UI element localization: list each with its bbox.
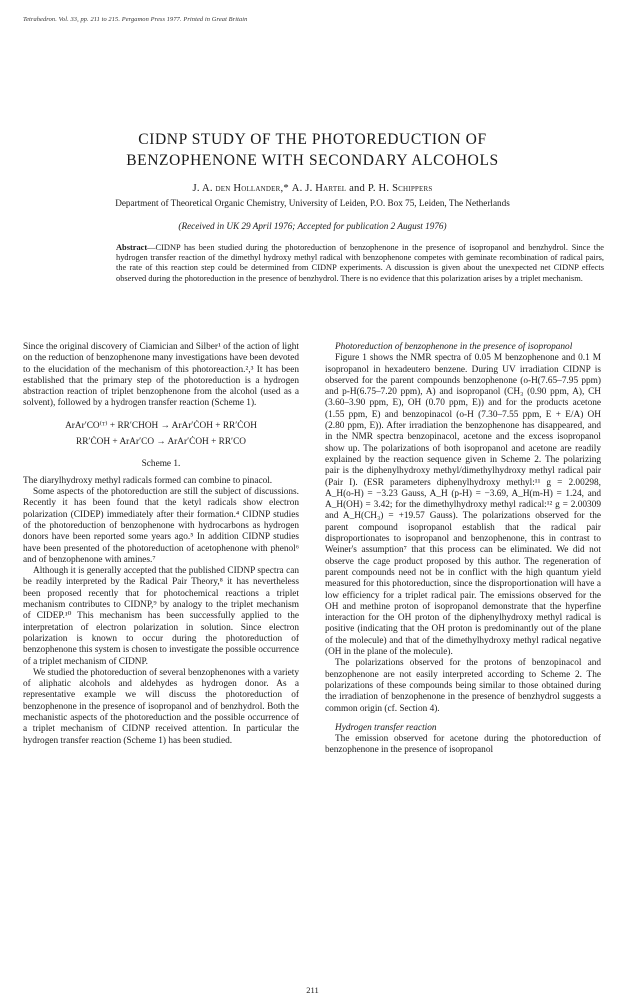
author-1: J. A. den Hollander,*: [192, 183, 289, 194]
author-2: A. J. Hartel: [291, 183, 347, 194]
title-line-1: CIDNP STUDY OF THE PHOTOREDUCTION OF: [138, 131, 487, 149]
affiliation: Department of Theoretical Organic Chemistry, University of Leiden, P.O. Box 75, Leiden, The Netherlands: [115, 198, 510, 208]
paragraph: Some aspects of the photoreduction are still the subject of discussions. Recently it has been found that the ketyl radicals show electron polarization (CIDEP) immediately after their formation.⁴ CIDNP studies of the photoreduction of benzophenone with hydrocarbons as hydrogen donors have been reported some years ago.⁵ In addition CIDNP studies have been presented of the photoreduction of acetophenone with phenol⁶ and of benzophenone with amines.⁷: [23, 487, 299, 565]
paragraph: Figure 1 shows the NMR spectra of 0.05 M benzophenone and 0.1 M isopropanol in hexadeutero benzene. During UV irradiation CIDNP is observed for the parent compounds benzophenone (o-H(7.65–7.95 ppm) and p-H(6.75–7.20 ppm), A) and isopropanol (CH₃ (0.90 ppm, A), CH (3.60–3.90 ppm, E), OH (0.70 ppm, E)) and for the products acetone (1.55 ppm, E) and benzopinacol (o-H (7.30–7.55 ppm, E + E/A) OH (2.80 ppm, E)). After irradiation the benzophenone has disappeared, and in the NMR spectra benzopinacol, acetone and the excess isopropanol show up. The polarizations of both isopropanol and acetone are readily explained by the reaction sequence given in Scheme 2. The polarizing pair is the diphenylhydroxy methyl/dimethylhydroxy methyl radical pair (Pair I). (ESR parameters diphenylhydroxy methyl:¹¹ g = 2.00298, A_H(o-H) = −3.23 Gauss, A_H (p-H) = −3.69, A_H(m-H) = 1.24, and A_H(OH) = 3.42; for the dimethylhydroxy methyl radical:¹² g = 2.00309 and A_H(CH₃) = +19.57 Gauss). The polarizations observed for the parent compound isopropanol establish that the radical pair disproportionates to isopropanol and benzophenone, this in contrast to Weiner's assumption⁷ that this process can be eliminated. We did not observe the cage product proposed by this author. The regeneration of parent compounds need not be in conflict with the high quantum yield measured for this photoreduction, since the disproportionation will have a low efficiency for a triplet radical pair. The emissions observed for the OH and methine proton of isopropanol demonstrate that the hyperfine interaction for the OH proton of the diphenylhydroxy methyl radical is positive (indicating that the OH proton is predominantly out of the plane of the molecule) and that of the dimethylhydroxy methyl radical negative (OH in the plane of the molecule).: [325, 353, 601, 658]
author-3: P. H. Schippers: [367, 183, 433, 194]
title-line-2: BENZOPHENONE WITH SECONDARY ALCOHOLS: [126, 152, 499, 170]
paragraph: Since the original discovery of Ciamician and Silber¹ of the action of light on the reduction of benzophenone many investigations have been devoted to the elucidation of the mechanism of this photoreaction.²,³ It has been established that the primary step of the photoreduction is a hydrogen abstraction reaction of triplet benzophenone from the alcohol (used as a solvent), followed by a hydrogen transfer reaction (Scheme 1).: [23, 342, 299, 409]
section-heading: Hydrogen transfer reaction: [335, 722, 437, 733]
right-column: [325, 342, 601, 757]
paragraph: Although it is generally accepted that the published CIDNP spectra can be readily interpreted by the Radical Pair Theory,⁸ it has nevertheless been proposed recently that for photochemical reactions a triplet mechanism contributes to CIDNP,⁹ by analogy to the triplet mechanism of CIDEP.¹⁰ This mechanism has been successfully applied to the interpretation of electron polarization in solution. Since electron polarization is known to occur during the photoreduction of benzophenone this system is chosen to investigate the possible occurrence of a triplet mechanism of CIDNP.: [23, 566, 299, 667]
abstract-label: Abstract: [116, 243, 148, 252]
paragraph: We studied the photoreduction of several benzophenones with a variety of aliphatic alcohols and aldehydes as hydrogen donor. As a representative example we will discuss the photoreduction of benzophenone in the presence of isopropanol and of benzhydrol. Both the mechanistic aspects of the photoreduction and the possible occurrence of a triplet mechanism of CIDNP received attention. In particular the hydrogen transfer reaction (Scheme 1) has been studied.: [23, 667, 299, 746]
scheme-equation-2: RR′ĊOH + ArAr′CO → ArAr′ĊOH + RR′CO: [76, 436, 246, 447]
scheme-caption: Scheme 1.: [141, 458, 181, 469]
abstract-text: —CIDNP has been studied during the photoreduction of benzophenone in the presence of isopropanol and benzhydrol. Since the hydrogen transfer reaction of the dimethyl hydroxy methyl radical with benzophenone competes with geminate recombination of radical pairs, the rate of this reaction step could be determined from CIDNP experiments. A discussion is given about the unexpected net CIDNP effects observed during the photoreduction in the presence of benzhydrol. There is no evidence that this polarization arises by a triplet mechanism.: [116, 243, 604, 283]
author-conjunction: and: [349, 183, 366, 194]
left-column: [23, 342, 299, 747]
author-list: [0, 183, 625, 194]
abstract: [116, 243, 604, 284]
paragraph: The emission observed for acetone during the photoreduction of benzophenone in the presence of isopropanol: [325, 734, 601, 756]
section-heading: Photoreduction of benzophenone in the presence of isopropanol: [335, 342, 573, 352]
paragraph: The polarizations observed for the protons of benzopinacol and benzophenone are not easily interpreted according to Scheme 2. The polarizations of these compounds being similar to those obtained during the irradiation of benzophenone in the presence of benzhydrol suggests a common origin (cf. Section 4).: [325, 658, 601, 714]
scheme-equation-1: ArAr′CO⁽ᵀ⁾ + RR′CHOH → ArAr′ĊOH + RR′ĊOH: [65, 420, 257, 431]
paper-title: [0, 129, 625, 171]
page-number: 211: [306, 985, 319, 995]
running-head: Tetrahedron. Vol. 33, pp. 211 to 215. Pergamon Press 1977. Printed in Great Britain: [23, 16, 248, 23]
paragraph: The diarylhydroxy methyl radicals formed can combine to pinacol.: [23, 475, 273, 486]
received-dates: (Received in UK 29 April 1976; Accepted for publication 2 August 1976): [178, 221, 447, 231]
scheme-1: [23, 418, 299, 472]
